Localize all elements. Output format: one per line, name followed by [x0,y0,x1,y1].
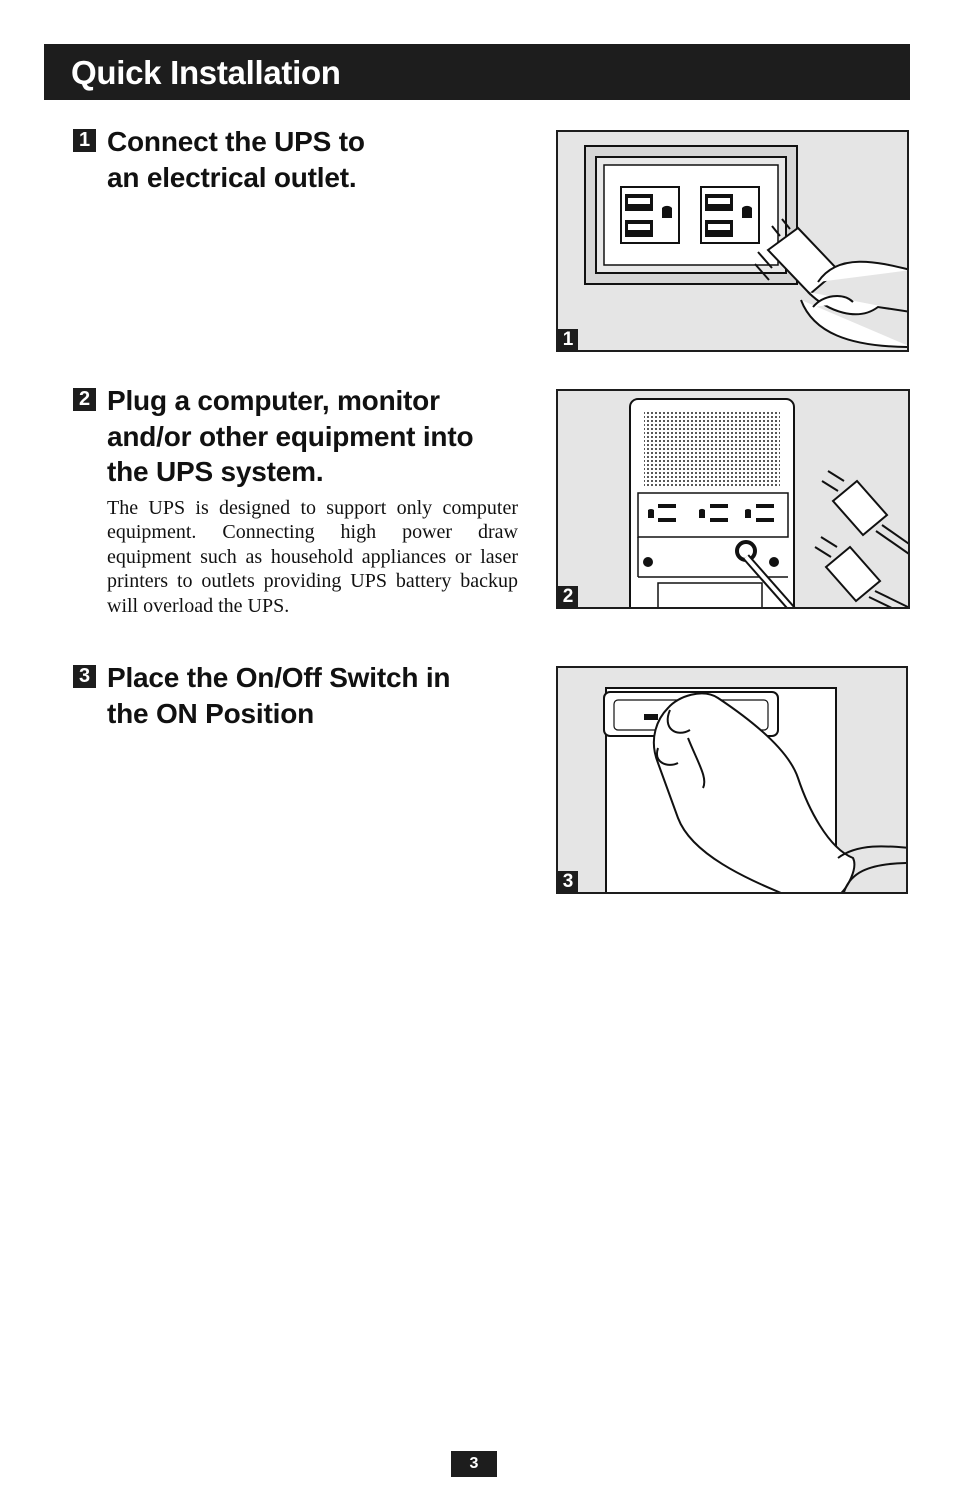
step-2 [73,383,518,618]
page-title: Quick Installation [71,54,341,91]
hand-on-switch-illustration-icon [558,668,908,894]
step-2-body: The UPS is designed to support only computer equipment. Connecting high power draw equipment such as household appliances or laser printers to outlets providing UPS battery backup will overload the UPS. [107,496,518,617]
step-1-heading-line-2: an electrical outlet. [107,161,357,193]
step-1-number: 1 [73,129,96,152]
step-3-heading [107,660,518,731]
figure-3-number: 3 [558,871,578,892]
step-2-number: 2 [73,388,96,411]
step-2-heading-line-3: the UPS system. [107,456,324,487]
wall-outlet-plug-illustration-icon [558,132,909,352]
figure-2 [556,389,910,609]
step-3 [73,660,518,731]
figure-3 [556,666,908,894]
header-bar [44,44,910,100]
page-number: 3 [451,1451,497,1477]
step-3-heading-line-1: Place the On/Off Switch in [107,662,451,693]
ups-outlets-plugs-illustration-icon [558,391,910,609]
step-1-heading-line-1: Connect the UPS to [107,126,365,157]
step-2-heading-line-2: and/or other equipment into [107,420,474,452]
step-2-heading [107,383,518,490]
figure-2-number: 2 [558,586,578,607]
step-3-number: 3 [73,665,96,688]
step-1 [73,124,518,195]
step-2-heading-line-1: Plug a computer, monitor [107,385,440,416]
step-1-heading [107,124,518,195]
figure-1 [556,130,909,352]
step-3-heading-line-2: the ON Position [107,697,315,729]
figure-1-number: 1 [558,329,578,350]
